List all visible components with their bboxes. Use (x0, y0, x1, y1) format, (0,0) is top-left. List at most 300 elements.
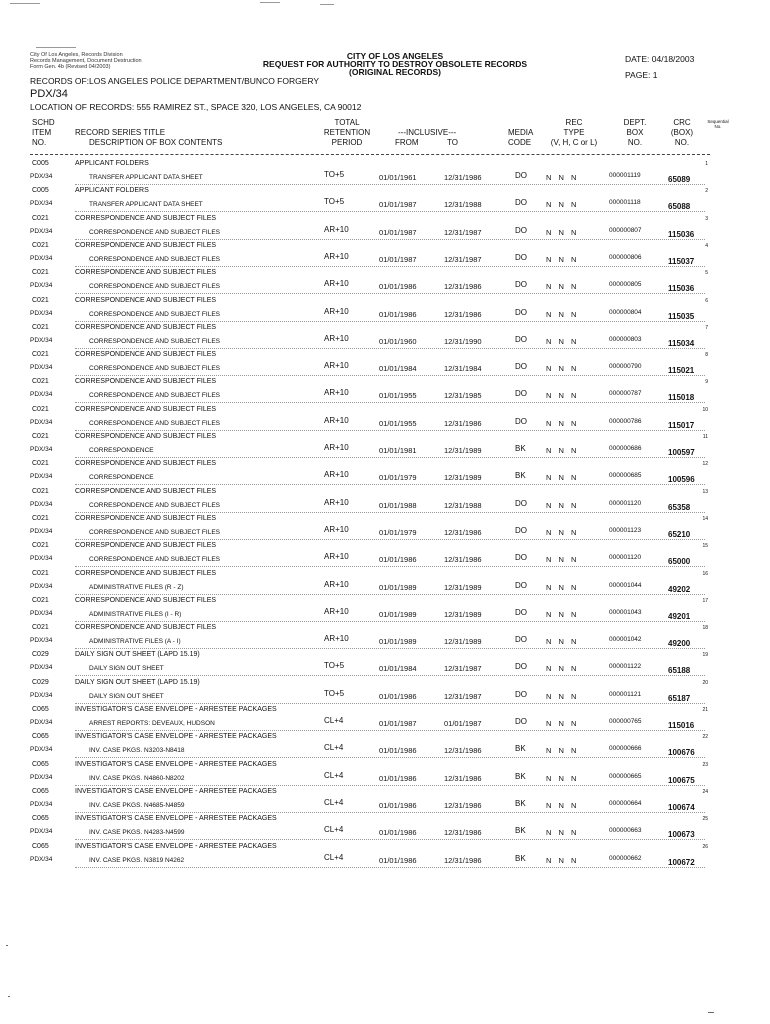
row-dept-box: 000000664 (609, 800, 642, 807)
table-row (0, 788, 770, 815)
row-sequence-number: 13 (702, 489, 708, 495)
row-crc-box: 115018 (668, 393, 695, 402)
table-row (0, 761, 770, 788)
row-underline (75, 648, 705, 649)
row-sequence-number: 8 (705, 352, 708, 358)
col-rec-type-line-2: TYPE (563, 128, 585, 137)
row-underline (75, 457, 705, 458)
row-item-code: C021 (32, 570, 49, 577)
col-sequential (702, 119, 734, 129)
row-from-date: 01/01/1989 (379, 583, 417, 592)
row-schedule: PDX/34 (30, 746, 53, 753)
row-media-code: BK (515, 444, 526, 453)
row-rec-type-flags: N N N (546, 583, 577, 592)
row-retention: TO+5 (324, 661, 345, 670)
row-retention: AR+10 (324, 307, 349, 316)
row-sequence-number: 12 (702, 461, 708, 467)
row-media-code: DO (515, 280, 527, 289)
scan-artifact (8, 996, 10, 997)
row-rec-type-flags: N N N (546, 446, 577, 455)
table-row (0, 515, 770, 542)
row-crc-box: 65188 (668, 666, 691, 675)
row-box-description: CORRESPONDENCE AND SUBJECT FILES (89, 529, 220, 536)
row-sequence-number: 6 (705, 298, 708, 304)
row-retention: AR+10 (324, 334, 349, 343)
row-retention: AR+10 (324, 416, 349, 425)
row-crc-box: 100672 (668, 858, 695, 867)
row-retention: AR+10 (324, 470, 349, 479)
row-box-description: CORRESPONDENCE AND SUBJECT FILES (89, 311, 220, 318)
row-series-title: CORRESPONDENCE AND SUBJECT FILES (75, 597, 217, 604)
row-crc-box: 100674 (668, 803, 695, 812)
row-rec-type-flags: N N N (546, 637, 577, 646)
table-row (0, 488, 770, 515)
row-box-description: INV. CASE PKGS. N3203-N8418 (89, 747, 185, 754)
row-series-title: APPLICANT FOLDERS (75, 187, 149, 194)
scan-artifact (6, 945, 8, 946)
row-to-date: 12/31/1989 (444, 610, 482, 619)
row-rec-type-flags: N N N (546, 228, 577, 237)
table-row (0, 160, 770, 187)
row-media-code: DO (515, 335, 527, 344)
row-to-date: 12/31/1987 (444, 692, 482, 701)
row-crc-box: 49201 (668, 612, 691, 621)
row-from-date: 01/01/1981 (379, 446, 417, 455)
table-row (0, 570, 770, 597)
row-media-code: BK (515, 854, 526, 863)
row-underline (75, 703, 705, 704)
row-underline (75, 675, 705, 676)
row-to-date: 01/01/1987 (444, 719, 482, 728)
row-media-code: DO (515, 608, 527, 617)
row-media-code: DO (515, 526, 527, 535)
col-dept-box (615, 118, 655, 148)
row-retention: CL+4 (324, 825, 344, 834)
row-sequence-number: 7 (705, 325, 708, 331)
row-schedule: PDX/34 (30, 446, 53, 453)
row-sequence-number: 11 (702, 434, 708, 440)
table-row (0, 706, 770, 733)
page-field (625, 70, 657, 80)
row-dept-box: 000000805 (609, 281, 642, 288)
row-dept-box: 000001043 (609, 609, 642, 616)
row-sequence-number: 2 (705, 188, 708, 194)
row-box-description: CORRESPONDENCE AND SUBJECT FILES (89, 256, 220, 263)
row-schedule: PDX/34 (30, 473, 53, 480)
row-rec-type-flags: N N N (546, 801, 577, 810)
row-retention: CL+4 (324, 743, 344, 752)
col-rec-type-line-1: REC (565, 118, 583, 127)
col-seq-line-1: Sequential (707, 119, 729, 124)
row-from-date: 01/01/1986 (379, 828, 417, 837)
row-rec-type-flags: N N N (546, 774, 577, 783)
row-media-code: DO (515, 198, 527, 207)
row-media-code: DO (515, 171, 527, 180)
date-value: 04/18/2003 (651, 54, 695, 64)
row-crc-box: 115017 (668, 421, 695, 430)
col-media-line-2: CODE (508, 138, 532, 147)
table-row (0, 679, 770, 706)
col-schd-line-2: ITEM (32, 128, 52, 137)
row-series-title: CORRESPONDENCE AND SUBJECT FILES (75, 351, 217, 358)
row-retention: AR+10 (324, 388, 349, 397)
row-rec-type-flags: N N N (546, 419, 577, 428)
row-box-description: CORRESPONDENCE AND SUBJECT FILES (89, 420, 220, 427)
row-rec-type-flags: N N N (546, 310, 577, 319)
row-sequence-number: 21 (702, 707, 708, 713)
row-retention: AR+10 (324, 279, 349, 288)
row-item-code: C021 (32, 297, 49, 304)
row-to-date: 12/31/1990 (444, 337, 482, 346)
row-media-code: BK (515, 799, 526, 808)
row-item-code: C005 (32, 160, 49, 167)
row-dept-box: 000001120 (609, 500, 642, 507)
col-retention-line-1: TOTAL (334, 118, 360, 127)
row-underline (75, 539, 705, 540)
row-schedule: PDX/34 (30, 801, 53, 808)
date-field (625, 54, 694, 64)
col-inclusive: ---INCLUSIVE--- (398, 128, 457, 137)
row-dept-box: 000000787 (609, 390, 642, 397)
row-series-title: CORRESPONDENCE AND SUBJECT FILES (75, 242, 217, 249)
row-rec-type-flags: N N N (546, 746, 577, 755)
col-dept-line-1: DEPT. (623, 118, 647, 127)
table-row (0, 269, 770, 296)
row-box-description: CORRESPONDENCE AND SUBJECT FILES (89, 365, 220, 372)
row-item-code: C021 (32, 215, 49, 222)
row-from-date: 01/01/1986 (379, 801, 417, 810)
row-underline (75, 785, 705, 786)
row-crc-box: 65358 (668, 503, 691, 512)
col-series-title: RECORD SERIES TITLE (75, 128, 166, 137)
row-crc-box: 65088 (668, 202, 691, 211)
row-schedule: PDX/34 (30, 583, 53, 590)
row-crc-box: 100676 (668, 748, 695, 757)
original-records-heading: (ORIGINAL RECORDS) (349, 67, 441, 77)
row-media-code: DO (515, 389, 527, 398)
row-retention: AR+10 (324, 252, 349, 261)
row-box-description: CORRESPONDENCE AND SUBJECT FILES (89, 338, 220, 345)
row-box-description: TRANSFER APPLICANT DATA SHEET (89, 174, 203, 181)
row-schedule: PDX/34 (30, 310, 53, 317)
table-row (0, 433, 770, 460)
table-row (0, 187, 770, 214)
row-dept-box: 000000786 (609, 418, 642, 425)
row-dept-box: 000000807 (609, 227, 642, 234)
row-media-code: DO (515, 690, 527, 699)
row-item-code: C065 (32, 733, 49, 740)
row-item-code: C029 (32, 679, 49, 686)
row-from-date: 01/01/1955 (379, 419, 417, 428)
row-from-date: 01/01/1989 (379, 637, 417, 646)
form-info-line-3: Form Gen. 4b (Revised 04/2003) (30, 64, 111, 70)
row-crc-box: 115036 (668, 284, 695, 293)
city-heading: CITY OF LOS ANGELES (346, 51, 444, 61)
scan-artifact (708, 1012, 714, 1013)
row-from-date: 01/01/1961 (379, 173, 417, 182)
row-box-description: CORRESPONDENCE AND SUBJECT FILES (89, 502, 220, 509)
row-box-description: ARREST REPORTS: DEVEAUX, HUDSON (89, 720, 215, 727)
scan-artifact (10, 3, 40, 4)
records-of-line (30, 76, 319, 86)
row-series-title: INVESTIGATOR'S CASE ENVELOPE - ARRESTEE PACKAGES (75, 815, 277, 822)
row-crc-box: 115021 (668, 366, 695, 375)
row-dept-box: 000000804 (609, 309, 642, 316)
row-sequence-number: 10 (702, 407, 708, 413)
row-sequence-number: 17 (702, 598, 708, 604)
row-series-title: CORRESPONDENCE AND SUBJECT FILES (75, 297, 217, 304)
row-schedule: PDX/34 (30, 501, 53, 508)
col-media-code (508, 128, 533, 148)
row-rec-type-flags: N N N (546, 173, 577, 182)
row-schedule: PDX/34 (30, 555, 53, 562)
row-schedule: PDX/34 (30, 228, 53, 235)
row-dept-box: 000000685 (609, 472, 642, 479)
row-from-date: 01/01/1989 (379, 610, 417, 619)
table-row (0, 460, 770, 487)
row-item-code: C021 (32, 406, 49, 413)
col-schd-line-3: NO. (32, 138, 47, 147)
row-item-code: C065 (32, 815, 49, 822)
row-media-code: BK (515, 471, 526, 480)
row-item-code: C005 (32, 187, 49, 194)
row-to-date: 12/31/1987 (444, 664, 482, 673)
row-to-date: 12/31/1986 (444, 746, 482, 755)
row-to-date: 12/31/1984 (444, 364, 482, 373)
row-underline (75, 402, 705, 403)
row-to-date: 12/31/1986 (444, 282, 482, 291)
row-item-code: C021 (32, 324, 49, 331)
row-series-title: DAILY SIGN OUT SHEET (LAPD 15.19) (75, 679, 200, 686)
row-sequence-number: 20 (702, 680, 708, 686)
table-row (0, 624, 770, 651)
row-to-date: 12/31/1986 (444, 173, 482, 182)
row-schedule: PDX/34 (30, 664, 53, 671)
row-rec-type-flags: N N N (546, 501, 577, 510)
row-crc-box: 115016 (668, 721, 695, 730)
row-sequence-number: 3 (705, 216, 708, 222)
row-rec-type-flags: N N N (546, 528, 577, 537)
row-retention: AR+10 (324, 361, 349, 370)
row-dept-box: 000000665 (609, 773, 642, 780)
row-rec-type-flags: N N N (546, 828, 577, 837)
col-record-series (75, 128, 222, 148)
row-from-date: 01/01/1987 (379, 719, 417, 728)
row-media-code: DO (515, 417, 527, 426)
row-series-title: INVESTIGATOR'S CASE ENVELOPE - ARRESTEE PACKAGES (75, 843, 277, 850)
row-series-title: CORRESPONDENCE AND SUBJECT FILES (75, 406, 217, 413)
row-to-date: 12/31/1986 (444, 555, 482, 564)
row-from-date: 01/01/1986 (379, 856, 417, 865)
row-series-title: CORRESPONDENCE AND SUBJECT FILES (75, 324, 217, 331)
row-to-date: 12/31/1987 (444, 228, 482, 237)
row-box-description: ADMINISTRATIVE FILES (I - R) (89, 611, 182, 618)
table-row (0, 651, 770, 678)
row-dept-box: 000000663 (609, 827, 642, 834)
row-crc-box: 49200 (668, 639, 691, 648)
row-item-code: C021 (32, 242, 49, 249)
row-schedule: PDX/34 (30, 391, 53, 398)
row-to-date: 12/31/1986 (444, 528, 482, 537)
row-to-date: 12/31/1989 (444, 446, 482, 455)
row-retention: AR+10 (324, 225, 349, 234)
row-crc-box: 65210 (668, 530, 691, 539)
row-retention: TO+5 (324, 170, 345, 179)
row-retention: AR+10 (324, 552, 349, 561)
row-from-date: 01/01/1986 (379, 282, 417, 291)
row-media-code: DO (515, 308, 527, 317)
row-rec-type-flags: N N N (546, 856, 577, 865)
col-schd-line-1: SCHD (32, 118, 55, 127)
col-retention (318, 118, 376, 148)
row-item-code: C065 (32, 843, 49, 850)
request-heading: REQUEST FOR AUTHORITY TO DESTROY OBSOLETE RECORDS (262, 59, 528, 69)
col-from: FROM (395, 138, 419, 147)
row-retention: AR+10 (324, 443, 349, 452)
row-schedule: PDX/34 (30, 692, 53, 699)
row-from-date: 01/01/1955 (379, 391, 417, 400)
row-to-date: 12/31/1989 (444, 473, 482, 482)
row-sequence-number: 19 (702, 652, 708, 658)
row-rec-type-flags: N N N (546, 610, 577, 619)
col-crc-line-1: CRC (673, 118, 691, 127)
row-schedule: PDX/34 (30, 364, 53, 371)
row-retention: TO+5 (324, 689, 345, 698)
row-underline (75, 566, 705, 567)
row-series-title: INVESTIGATOR'S CASE ENVELOPE - ARRESTEE PACKAGES (75, 761, 277, 768)
table-row (0, 324, 770, 351)
row-sequence-number: 25 (702, 816, 708, 822)
row-crc-box: 115037 (668, 257, 695, 266)
row-to-date: 12/31/1988 (444, 501, 482, 510)
row-crc-box: 115036 (668, 230, 695, 239)
row-underline (75, 484, 705, 485)
header-divider (30, 154, 710, 155)
row-underline (75, 211, 705, 212)
row-item-code: C021 (32, 433, 49, 440)
row-sequence-number: 1 (705, 161, 708, 167)
row-underline (75, 293, 705, 294)
row-to-date: 12/31/1986 (444, 774, 482, 783)
scan-artifact (260, 2, 280, 3)
row-crc-box: 49202 (668, 585, 691, 594)
row-rec-type-flags: N N N (546, 391, 577, 400)
row-series-title: CORRESPONDENCE AND SUBJECT FILES (75, 488, 217, 495)
row-item-code: C065 (32, 761, 49, 768)
table-row (0, 815, 770, 842)
row-media-code: BK (515, 826, 526, 835)
row-series-title: INVESTIGATOR'S CASE ENVELOPE - ARRESTEE PACKAGES (75, 733, 277, 740)
row-item-code: C021 (32, 542, 49, 549)
row-dept-box: 000000686 (609, 445, 642, 452)
row-from-date: 01/01/1960 (379, 337, 417, 346)
schedule-id: PDX/34 (30, 88, 68, 100)
row-to-date: 12/31/1986 (444, 310, 482, 319)
row-rec-type-flags: N N N (546, 200, 577, 209)
row-media-code: DO (515, 717, 527, 726)
row-to-date: 12/31/1989 (444, 583, 482, 592)
row-retention: CL+4 (324, 716, 344, 725)
row-series-title: CORRESPONDENCE AND SUBJECT FILES (75, 515, 217, 522)
table-row (0, 297, 770, 324)
row-sequence-number: 14 (702, 516, 708, 522)
row-from-date: 01/01/1986 (379, 692, 417, 701)
row-box-description: CORRESPONDENCE AND SUBJECT FILES (89, 392, 220, 399)
row-from-date: 01/01/1986 (379, 774, 417, 783)
col-to: TO (447, 138, 458, 147)
row-series-title: CORRESPONDENCE AND SUBJECT FILES (75, 215, 217, 222)
row-underline (75, 266, 705, 267)
row-media-code: DO (515, 226, 527, 235)
location-label: LOCATION OF RECORDS: (30, 102, 135, 112)
col-dept-line-2: BOX (626, 128, 644, 137)
row-to-date: 12/31/1988 (444, 200, 482, 209)
row-retention: CL+4 (324, 853, 344, 862)
row-media-code: DO (515, 253, 527, 262)
row-media-code: BK (515, 772, 526, 781)
row-sequence-number: 23 (702, 762, 708, 768)
row-from-date: 01/01/1987 (379, 200, 417, 209)
col-media-line-1: MEDIA (508, 128, 534, 137)
row-schedule: PDX/34 (30, 255, 53, 262)
row-retention: TO+5 (324, 197, 345, 206)
row-underline (75, 621, 705, 622)
row-rec-type-flags: N N N (546, 555, 577, 564)
row-to-date: 12/31/1985 (444, 391, 482, 400)
row-retention: CL+4 (324, 771, 344, 780)
scan-artifact (320, 4, 334, 5)
row-sequence-number: 15 (702, 543, 708, 549)
row-box-description: DAILY SIGN OUT SHEET (89, 665, 164, 672)
row-box-description: INV. CASE PKGS. N4283-N4599 (89, 829, 185, 836)
row-from-date: 01/01/1986 (379, 555, 417, 564)
form-info-line-1: City Of Los Angeles, Records Division (30, 52, 123, 58)
row-rec-type-flags: N N N (546, 364, 577, 373)
row-retention: AR+10 (324, 525, 349, 534)
row-underline (75, 812, 705, 813)
row-dept-box: 000001118 (609, 199, 641, 206)
scan-artifact (36, 47, 76, 48)
row-series-title: DAILY SIGN OUT SHEET (LAPD 15.19) (75, 651, 200, 658)
row-box-description: CORRESPONDENCE (89, 474, 154, 481)
row-dept-box: 000001123 (609, 527, 642, 534)
row-from-date: 01/01/1986 (379, 746, 417, 755)
col-dept-line-3: NO. (627, 138, 643, 147)
row-crc-box: 115035 (668, 312, 695, 321)
row-underline (75, 184, 705, 185)
row-to-date: 12/31/1986 (444, 828, 482, 837)
row-schedule: PDX/34 (30, 282, 53, 289)
row-rec-type-flags: N N N (546, 337, 577, 346)
table-row (0, 378, 770, 405)
row-schedule: PDX/34 (30, 774, 53, 781)
row-sequence-number: 22 (702, 734, 708, 740)
col-crc-line-3: NO. (674, 138, 690, 147)
row-item-code: C021 (32, 269, 49, 276)
row-underline (75, 375, 705, 376)
row-retention: AR+10 (324, 607, 349, 616)
row-underline (75, 839, 705, 840)
row-series-title: INVESTIGATOR'S CASE ENVELOPE - ARRESTEE PACKAGES (75, 706, 277, 713)
col-retention-line-2: RETENTION (323, 128, 371, 137)
row-series-title: CORRESPONDENCE AND SUBJECT FILES (75, 570, 217, 577)
row-item-code: C065 (32, 706, 49, 713)
row-sequence-number: 16 (702, 571, 708, 577)
row-crc-box: 100675 (668, 776, 695, 785)
row-rec-type-flags: N N N (546, 255, 577, 264)
row-retention: AR+10 (324, 580, 349, 589)
row-from-date: 01/01/1984 (379, 364, 417, 373)
